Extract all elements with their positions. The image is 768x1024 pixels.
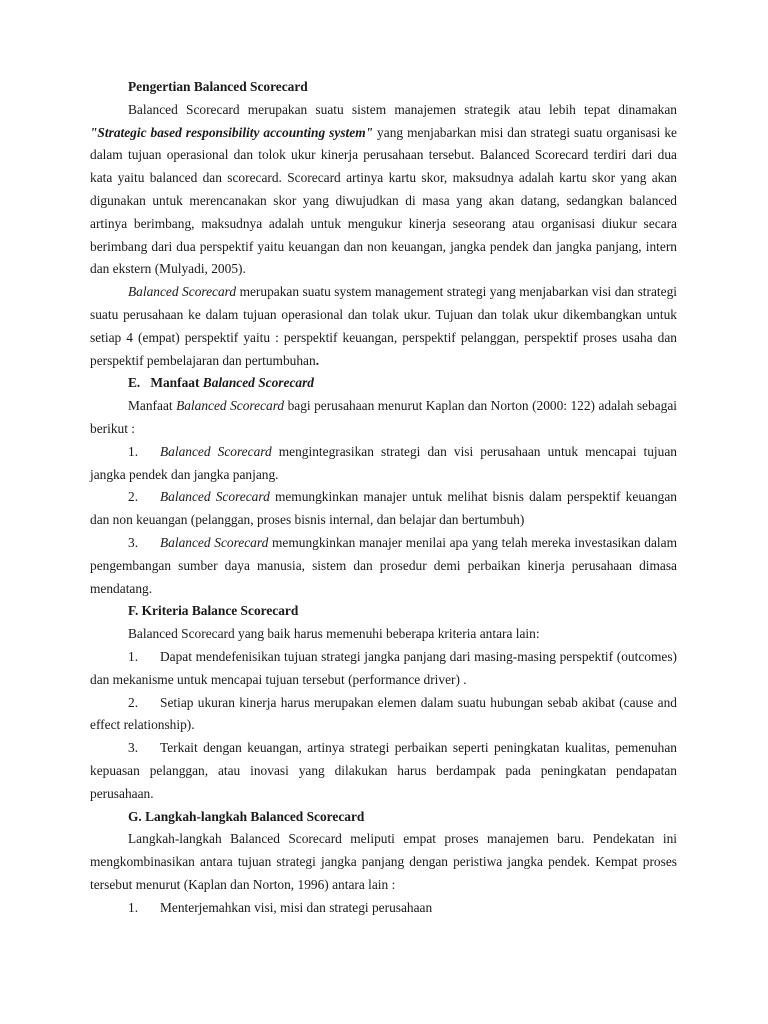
section-heading-langkah: G. Langkah-langkah Balanced Scorecard <box>128 808 365 824</box>
section-title-emphasis: Balanced Scorecard <box>202 375 314 391</box>
paragraph-text: Manfaat <box>128 398 177 414</box>
list-number: 3. <box>128 740 139 756</box>
section-heading-kriteria: F. Kriteria Balance Scorecard <box>128 603 299 619</box>
list-item <box>90 897 677 920</box>
list-item-text: memungkinkan manajer untuk melihat bisnis dalam perspektif keuangan dan non keuangan (pelanggan, proses bisnis internal, dan belajar dan bertumbuh) <box>90 489 677 528</box>
emphasis-term: Balanced Scorecard <box>160 489 270 505</box>
list-number: 2. <box>128 489 139 505</box>
list-item <box>90 737 677 805</box>
paragraph-manfaat-intro <box>90 395 677 441</box>
list-number: 1. <box>128 443 139 459</box>
paragraph-bsc-system <box>90 281 677 372</box>
paragraph-langkah-intro: Langkah-langkah Balanced Scorecard meliputi empat proses manajemen baru. Pendekatan ini mengkombinasikan antara tujuan strategi jangka panjang dengan peristiwa jangka pendek. Kempat proses tersebut menurut (Kaplan dan Norton, 1996) antara lain : <box>90 831 677 892</box>
list-number: 1. <box>128 899 139 915</box>
list-item <box>90 532 677 600</box>
list-item-text: Menterjemahkan visi, misi dan strategi perusahaan <box>160 899 433 915</box>
paragraph-text: yang menjabarkan misi dan strategi suatu organisasi ke dalam tujuan operasional dan tolok ukur kinerja perusahaan tersebut. Balanced Scorecard terdiri dari dua kata yaitu balanced dan scorecard. Scorecard artinya kartu skor, maksudnya adalah kartu skor yang akan digunakan untuk merencanakan skor yang diwujudkan di masa yang akan datang, sedangkan balanced artinya berimbang, maksudnya adalah untuk mengukur kinerja seseorang atau organisasi diukur secara berimbang dari dua perspektif yaitu keuangan dan non keuangan, jangka pendek dan jangka panjang, intern dan ekstern (Mulyadi, 2005). <box>90 124 678 277</box>
list-item <box>90 486 677 532</box>
list-item-text: Terkait dengan keuangan, artinya strategi perbaikan seperti peningkatan kualitas, pemenuhan kepuasan pelanggan, atau inovasi yang dilakukan harus berdampak pada peningkatan pendapatan perusahaan. <box>90 740 677 801</box>
paragraph-text: bagi perusahaan menurut Kaplan dan Norton (2000: 122) adalah sebagai berikut : <box>90 398 677 436</box>
list-item-text: mengintegrasikan strategi dan visi perusahaan untuk mencapai tujuan jangka pendek dan jangka panjang. <box>90 443 677 482</box>
list-item <box>90 441 677 487</box>
section-heading-pengertian: Pengertian Balanced Scorecard <box>128 79 308 94</box>
paragraph-end: . <box>315 352 320 368</box>
emphasis-term: "Strategic based responsibility accounting system" <box>90 124 374 140</box>
paragraph-definition <box>90 99 677 281</box>
paragraph-kriteria-intro: Balanced Scorecard yang baik harus memenuhi beberapa kriteria antara lain: <box>128 626 540 642</box>
emphasis-term: Balanced Scorecard <box>160 443 272 459</box>
section-heading-manfaat <box>90 372 677 395</box>
emphasis-term: Balanced Scorecard <box>128 284 237 300</box>
list-item <box>90 646 677 692</box>
paragraph-text: Balanced Scorecard merupakan suatu sistem manajemen strategik atau lebih tepat dinamakan <box>128 101 677 117</box>
list-item-text: memungkinkan manajer menilai apa yang telah mereka investasikan dalam pengembangan sumber daya manusia, sistem dan prosedur demi perbaikan kinerja perusahaan dimasa mendatang. <box>90 534 677 596</box>
emphasis-term: Balanced Scorecard <box>176 398 285 414</box>
list-item-text: Dapat mendefenisikan tujuan strategi jangka panjang dari masing-masing perspektif (outcomes) dan mekanisme untuk mencapai tujuan tersebut (performance driver) . <box>90 648 677 687</box>
document-body <box>90 76 677 919</box>
list-number: 1. <box>128 648 139 664</box>
section-title: Manfaat <box>150 375 203 391</box>
paragraph-text: merupakan suatu system management strategi yang menjabarkan visi dan strategi suatu perusahaan ke dalam tujuan operasional dan tolak ukur. Tujuan dan tolak ukur dikembangkan untuk setiap 4 (empat) perspektif yaitu : perspektif keuangan, perspektif pelanggan, perspektif proses usaha dan perspektif pembelajaran dan pertumbuhan <box>90 284 677 368</box>
list-number: 3. <box>128 534 139 550</box>
list-item-text: Setiap ukuran kinerja harus merupakan elemen dalam suatu hubungan sebab akibat (cause and effect relationship). <box>90 694 677 733</box>
emphasis-term: Balanced Scorecard <box>160 534 269 550</box>
section-letter: E. <box>128 375 141 391</box>
list-number: 2. <box>128 694 139 710</box>
list-item <box>90 692 677 738</box>
